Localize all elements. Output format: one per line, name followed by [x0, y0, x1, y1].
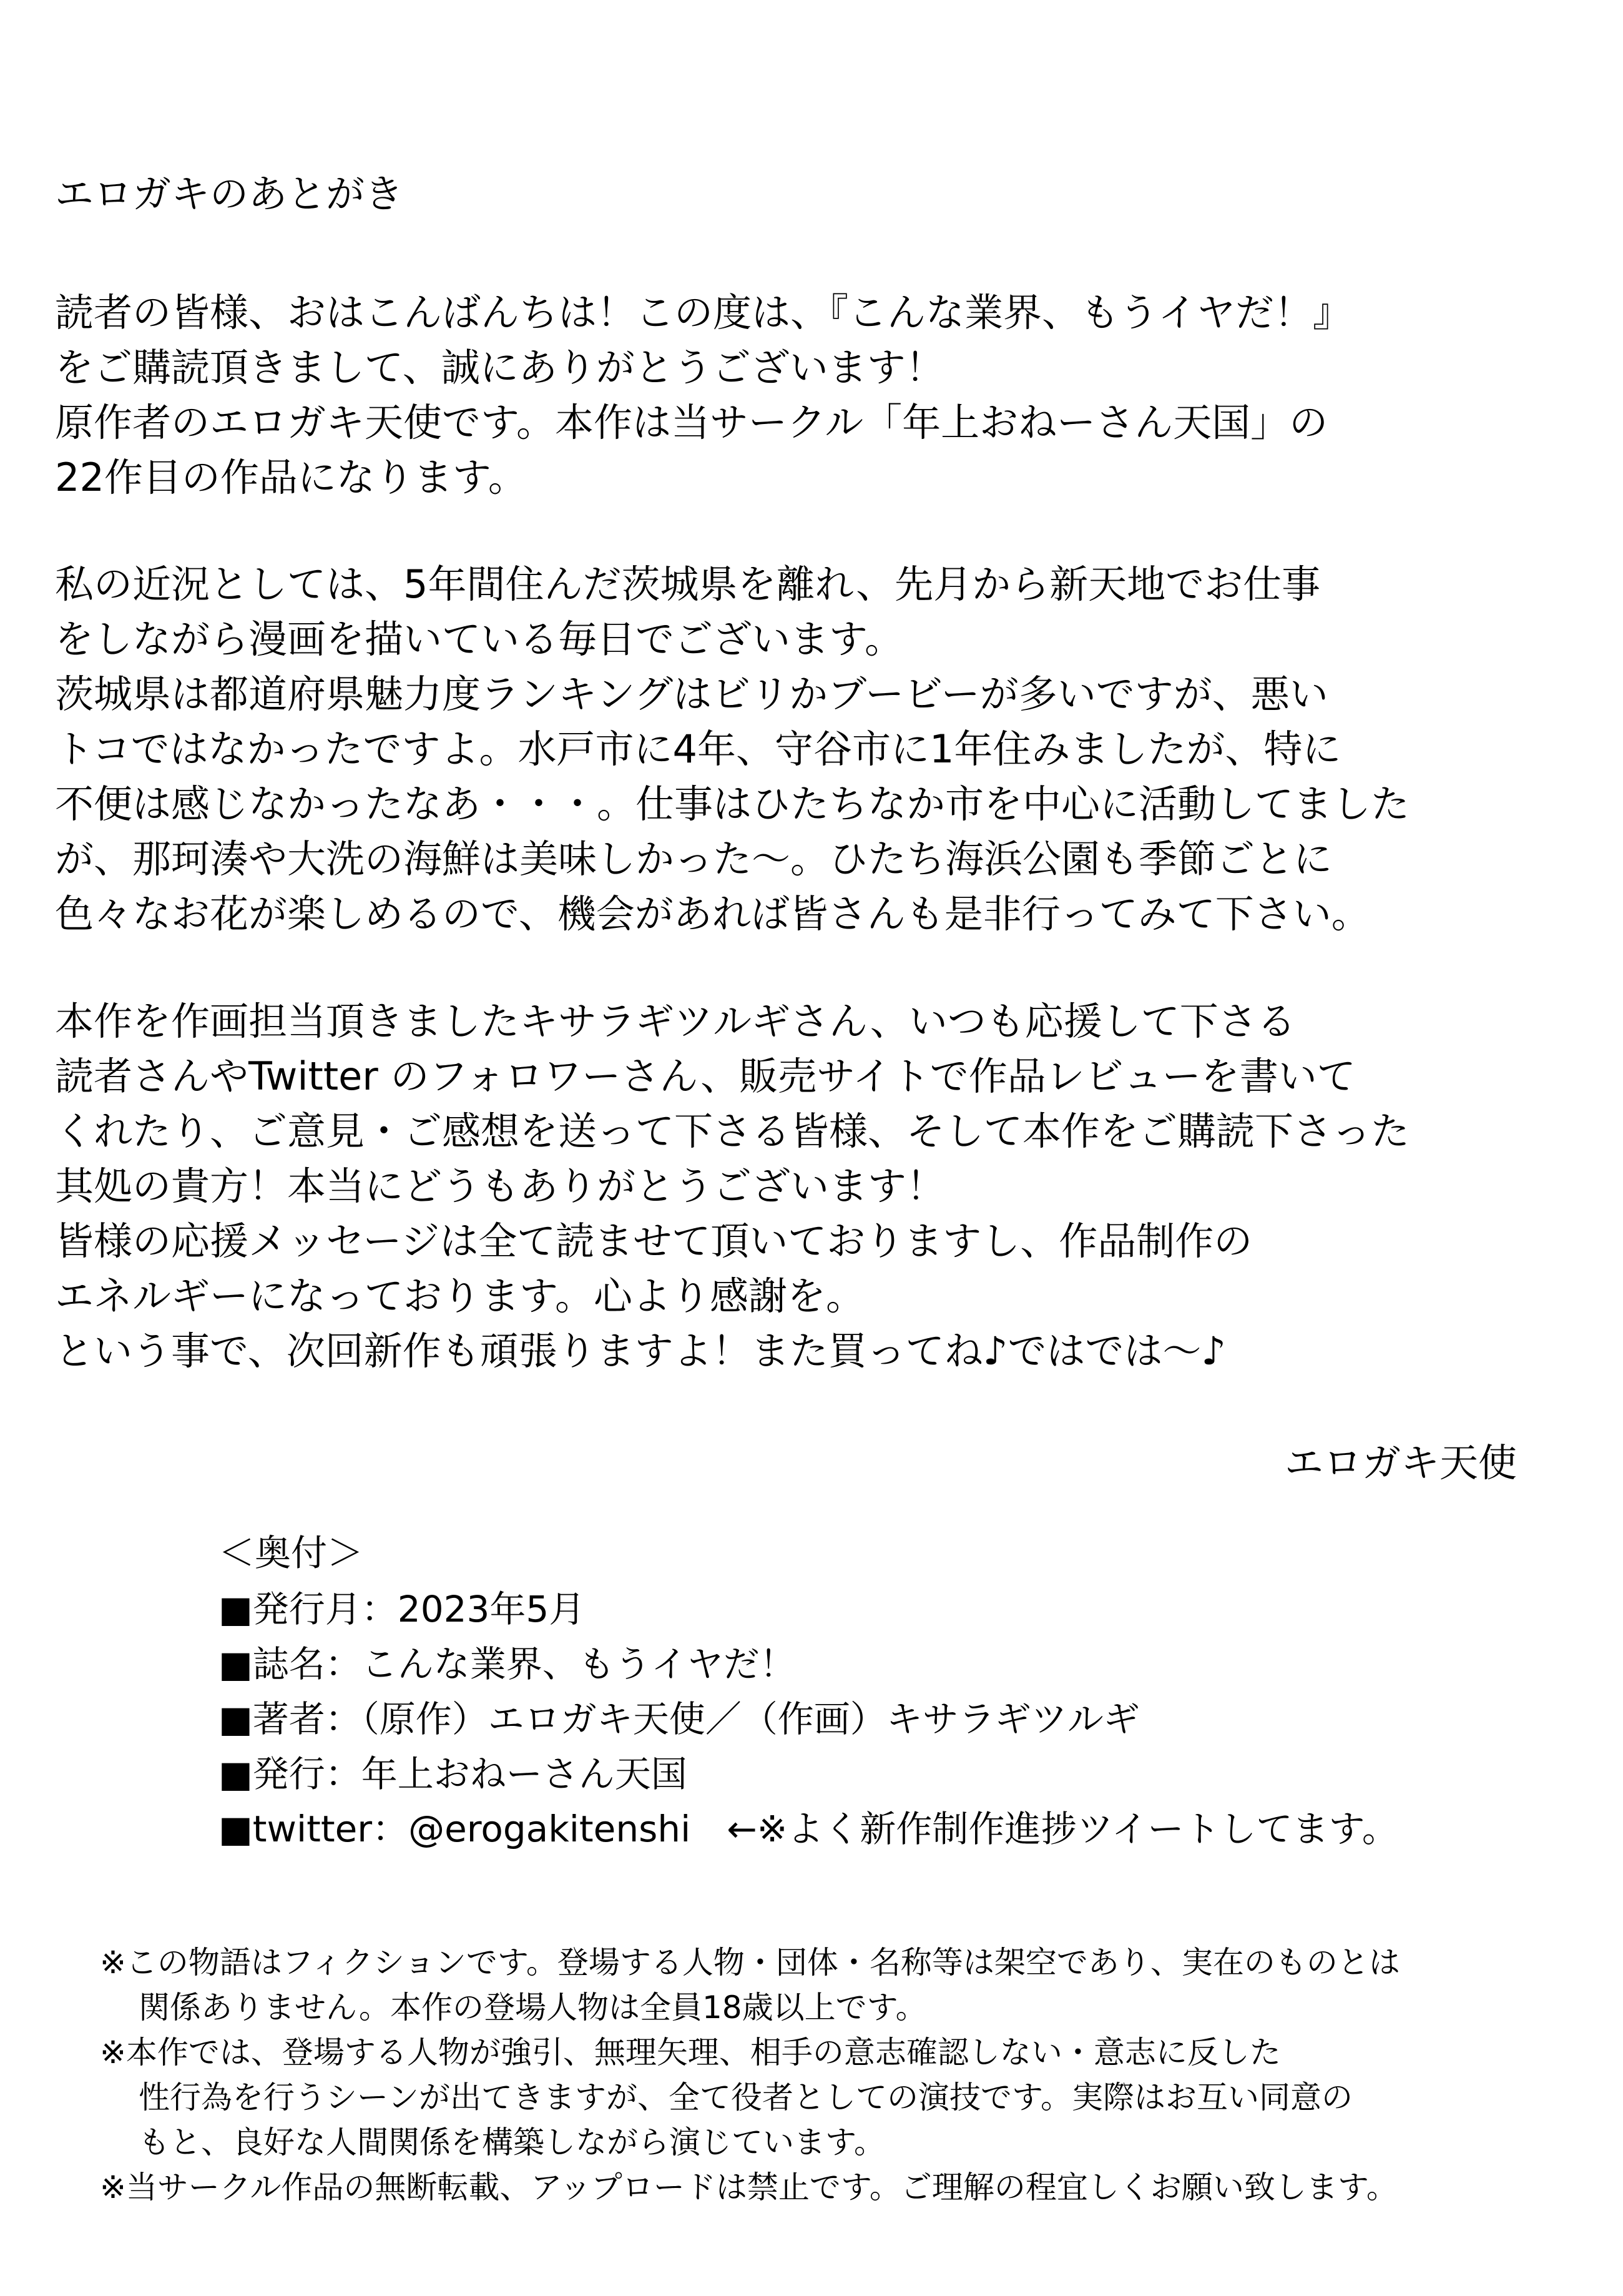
paragraph-line: 皆様の応援メッセージは全て読ませて頂いておりますし、作品制作の: [55, 1218, 1253, 1264]
paragraph-line: をご購読頂きまして、誠にありがとうございます！: [55, 345, 944, 390]
paragraph-line: 原作者のエロガキ天使です。本作は当サークル「年上おねーさん天国」の: [55, 400, 1328, 445]
paragraph-line: 読者の皆様、おはこんばんちは！この度は、『こんな業界、もうイヤだ！』: [55, 290, 1352, 335]
paragraph-line: 色々なお花が楽しめるので、機会があれば皆さんも是非行ってみて下さい。: [55, 891, 1370, 937]
paragraph-line: 其処の貴方！本当にどうもありがとうございます！: [55, 1163, 946, 1209]
notice-line: もと、良好な人間関係を構築しながら演じています。: [139, 2124, 885, 2161]
author-signature: エロガキ天使: [1284, 1440, 1517, 1486]
paragraph-line: をしながら漫画を描いている毎日でございます。: [55, 616, 904, 662]
notice-line: ※本作では、登場する人物が強引、無理矢理、相手の意志確認しない・意志に反した: [100, 2034, 1281, 2071]
paragraph-line: 不便は感じなかったなあ・・・。仕事はひたちなか市を中心に活動してました: [55, 781, 1410, 827]
notice-line: 関係ありません。本作の登場人物は全員18歳以上です。: [139, 1989, 927, 2026]
paragraph-line: くれたり、ご意見・ご感想を送って下さる皆様、そして本作をご購読下さった: [55, 1108, 1410, 1154]
paragraph-line: という事で、次回新作も頑張りますよ！また買ってね♪ではでは～♪: [55, 1328, 1226, 1374]
colophon-item: ■発行：年上おねーさん天国: [218, 1753, 687, 1795]
colophon-item: ■著者：（原作）エロガキ天使／（作画）キサラギツルギ: [218, 1698, 1140, 1740]
paragraph-line: エネルギーになっております。心より感謝を。: [55, 1273, 865, 1319]
paragraph-line: 私の近況としては、5年間住んだ茨城県を離れ、先月から新天地でお仕事: [55, 561, 1321, 607]
paragraph-line: トコではなかったですよ。水戸市に4年、守谷市に1年住みましたが、特に: [55, 726, 1341, 772]
paragraph-line: 22作目の作品になります。: [55, 455, 527, 500]
colophon-item: ■誌名：こんな業界、もうイヤだ！: [218, 1643, 796, 1685]
notice-line: 性行為を行うシーンが出てきますが、全て役者としての演技です。実際はお互い同意の: [139, 2079, 1353, 2116]
notice-line: ※当サークル作品の無断転載、アップロードは禁止です。ご理解の程宜しくお願い致します。: [100, 2169, 1398, 2205]
afterword-heading: エロガキのあとがき: [55, 171, 404, 217]
notice-line: ※この物語はフィクションです。登場する人物・団体・名称等は架空であり、実在のものとは: [100, 1944, 1400, 1981]
paragraph-line: が、那珂湊や大洗の海鮮は美味しかった～。ひたち海浜公園も季節ごとに: [55, 836, 1333, 882]
colophon-twitter: ■twitter：@erogakitenshi ←※よく新作制作進捗ツイートしてます。: [218, 1808, 1398, 1850]
paragraph-line: 本作を作画担当頂きましたキサラギツルギさん、いつも応援して下さる: [55, 998, 1296, 1044]
paragraph-line: 読者さんやTwitter のフォロワーさん、販売サイトで作品レビューを書いて: [55, 1053, 1356, 1099]
colophon-item: ■発行月：2023年5月: [218, 1588, 586, 1630]
colophon-heading: ＜奥付＞: [218, 1532, 364, 1574]
paragraph-line: 茨城県は都道府県魅力度ランキングはビリかブービーが多いですが、悪い: [55, 671, 1328, 717]
